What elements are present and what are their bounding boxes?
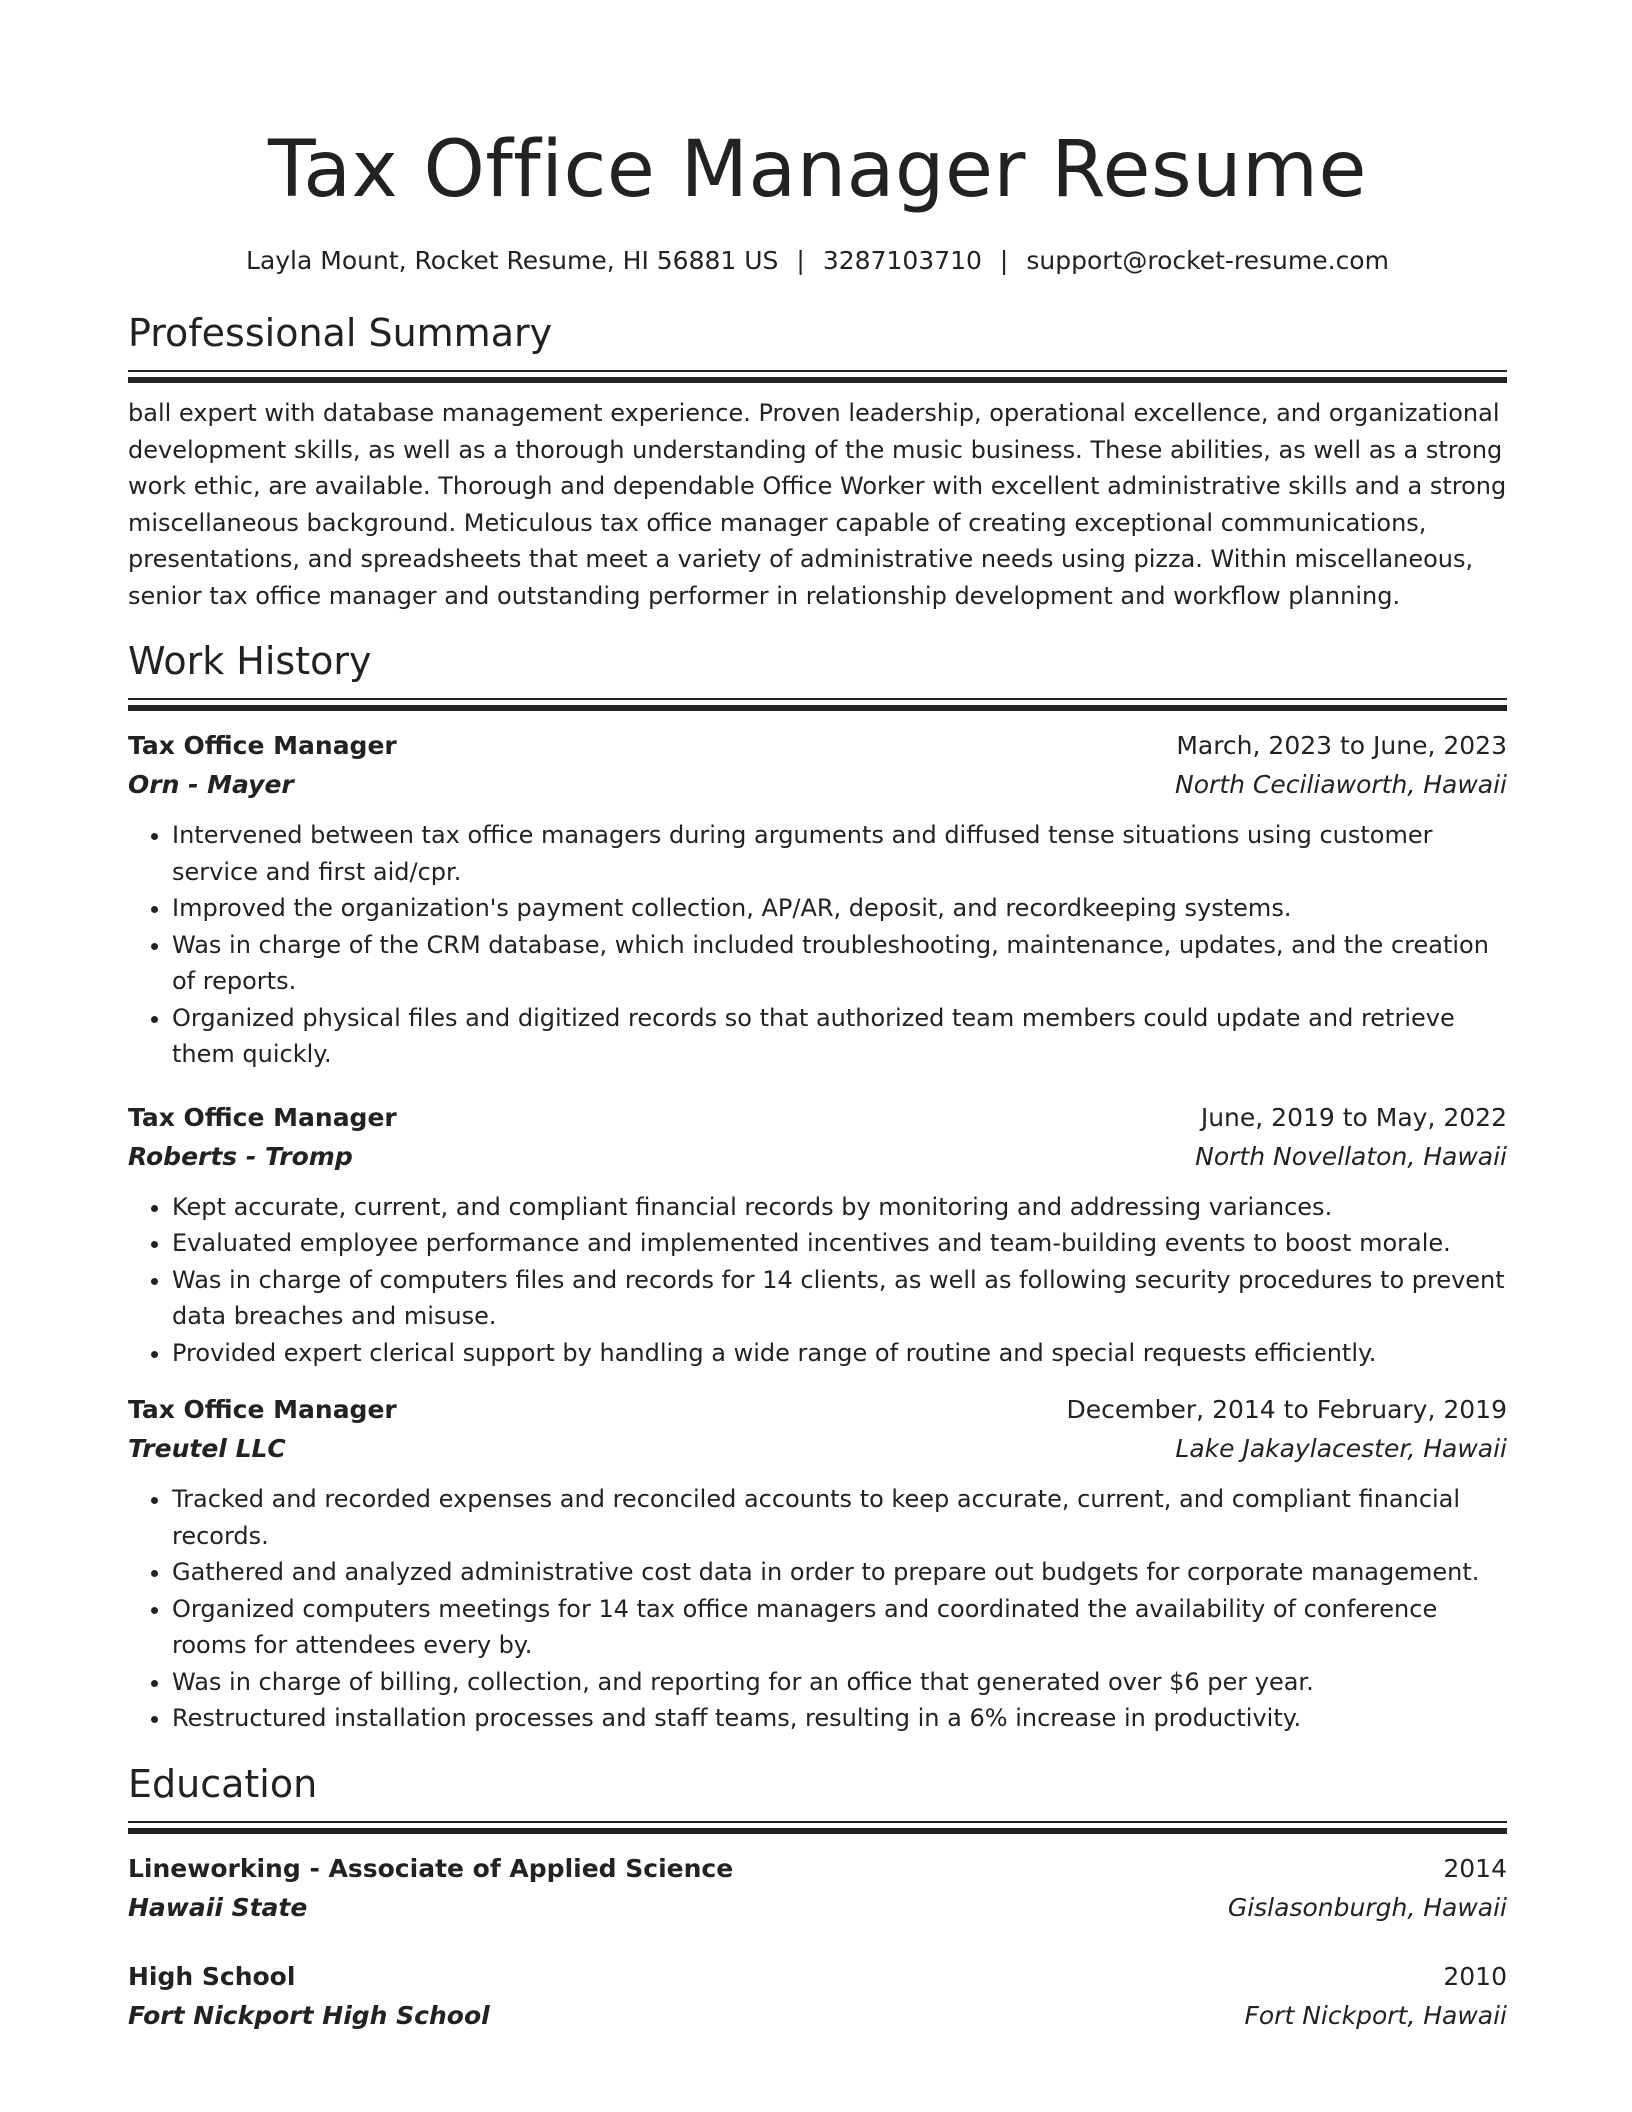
summary-section — [128, 308, 1507, 614]
job-title: Tax Office Manager — [128, 1102, 397, 1132]
job-company: Orn - Mayer — [128, 770, 294, 799]
education-school: Hawaii State — [128, 1892, 308, 1922]
education-location: Gislasonburgh, Hawaii — [1227, 1892, 1507, 1922]
education-section — [128, 1759, 1507, 2036]
section-divider — [128, 698, 1507, 700]
bullet-item: • Was in charge of the CRM database, which included troubleshooting, maintenance, updates, and the creation of reports. — [172, 927, 1507, 1000]
section-divider — [128, 1821, 1507, 1823]
education-entry — [128, 1958, 1507, 2036]
job-bullets — [128, 1189, 1507, 1372]
job-dates: December, 2014 to February, 2019 — [1066, 1395, 1507, 1424]
resume-page — [128, 120, 1507, 2036]
work-history-heading: Work History — [128, 639, 372, 683]
education-location: Fort Nickport, Hawaii — [1244, 2000, 1507, 2030]
bullet-item: • Tracked and recorded expenses and reconciled accounts to keep accurate, current, and compliant financial records. — [172, 1481, 1507, 1554]
bullet-item: • Organized physical files and digitized records so that authorized team members could update and retrieve them quickly. — [172, 1000, 1507, 1073]
contact-line — [128, 244, 1507, 278]
contact-separator: | — [796, 246, 805, 275]
work-history-section — [128, 636, 1507, 1737]
bullet-item: • Restructured installation processes and staff teams, resulting in a 6% increase in productivity. — [172, 1700, 1507, 1737]
summary-text: ball expert with database management experience. Proven leadership, operational excellence, and organizational development skills, as well as a thorough understanding of the music business. These abilities, as well as a strong work ethic, are available. Thorough and dependable Office Worker with excellent administrative skills and a strong miscellaneous background. Meticulous tax office manager capable of creating exceptional communications, presentations, and spreadsheets that meet a variety of administrative needs using pizza. Within miscellaneous, senior tax office manager and outstanding performer in relationship development and workflow planning. — [128, 399, 1507, 610]
job-title: Tax Office Manager — [128, 731, 397, 760]
bullet-item: • Improved the organization's payment collection, AP/AR, deposit, and recordkeeping systems. — [172, 890, 1507, 927]
job-entry — [128, 1391, 1507, 1737]
bullet-item: • Gathered and analyzed administrative cost data in order to prepare out budgets for corporate management. — [172, 1554, 1507, 1591]
contact-phone: 3287103710 — [822, 246, 982, 275]
education-degree: Lineworking - Associate of Applied Science — [128, 1853, 734, 1883]
summary-heading: Professional Summary — [128, 311, 553, 355]
job-bullets — [128, 817, 1507, 1073]
job-location: North Ceciliaworth, Hawaii — [1175, 770, 1507, 799]
job-dates: June, 2019 to May, 2022 — [1200, 1102, 1507, 1132]
contact-email: support@rocket-resume.com — [1026, 246, 1389, 275]
job-company: Roberts - Tromp — [128, 1141, 353, 1171]
section-divider-thick — [128, 377, 1507, 383]
resume-title: Tax Office Manager Resume — [267, 125, 1368, 215]
job-entry — [128, 1099, 1507, 1372]
bullet-item: • Intervened between tax office managers during arguments and diffused tense situations using customer service and first aid/cpr. — [172, 817, 1507, 890]
bullet-item: • Was in charge of computers files and records for 14 clients, as well as following security procedures to prevent data breaches and misuse. — [172, 1262, 1507, 1335]
education-degree: High School — [128, 1961, 296, 1991]
education-school: Fort Nickport High School — [128, 2000, 490, 2030]
section-divider-thick — [128, 705, 1507, 711]
job-location: Lake Jakaylacester, Hawaii — [1175, 1434, 1507, 1463]
bullet-item: • Organized computers meetings for 14 tax office managers and coordinated the availability of conference rooms for attendees every by. — [172, 1591, 1507, 1664]
job-company: Treutel LLC — [128, 1434, 286, 1463]
bullet-item: • Evaluated employee performance and implemented incentives and team-building events to boost morale. — [172, 1225, 1507, 1262]
bullet-item: • Provided expert clerical support by handling a wide range of routine and special requests efficiently. — [172, 1335, 1507, 1372]
education-entry — [128, 1850, 1507, 1928]
bullet-item: • Was in charge of billing, collection, and reporting for an office that generated over $6 per year. — [172, 1664, 1507, 1701]
job-location: North Novellaton, Hawaii — [1195, 1141, 1507, 1171]
education-heading: Education — [128, 1761, 318, 1806]
bullet-item: • Kept accurate, current, and compliant financial records by monitoring and addressing variances. — [172, 1189, 1507, 1226]
section-divider — [128, 370, 1507, 372]
education-year: 2010 — [1443, 1961, 1507, 1991]
contact-separator: | — [999, 246, 1009, 275]
job-bullets — [128, 1481, 1507, 1737]
contact-address: Layla Mount, Rocket Resume, HI 56881 US — [246, 246, 779, 275]
section-divider-thick — [128, 1828, 1507, 1834]
job-dates: March, 2023 to June, 2023 — [1176, 731, 1507, 760]
job-title: Tax Office Manager — [128, 1395, 397, 1424]
education-year: 2014 — [1443, 1853, 1507, 1883]
job-entry — [128, 727, 1507, 1073]
